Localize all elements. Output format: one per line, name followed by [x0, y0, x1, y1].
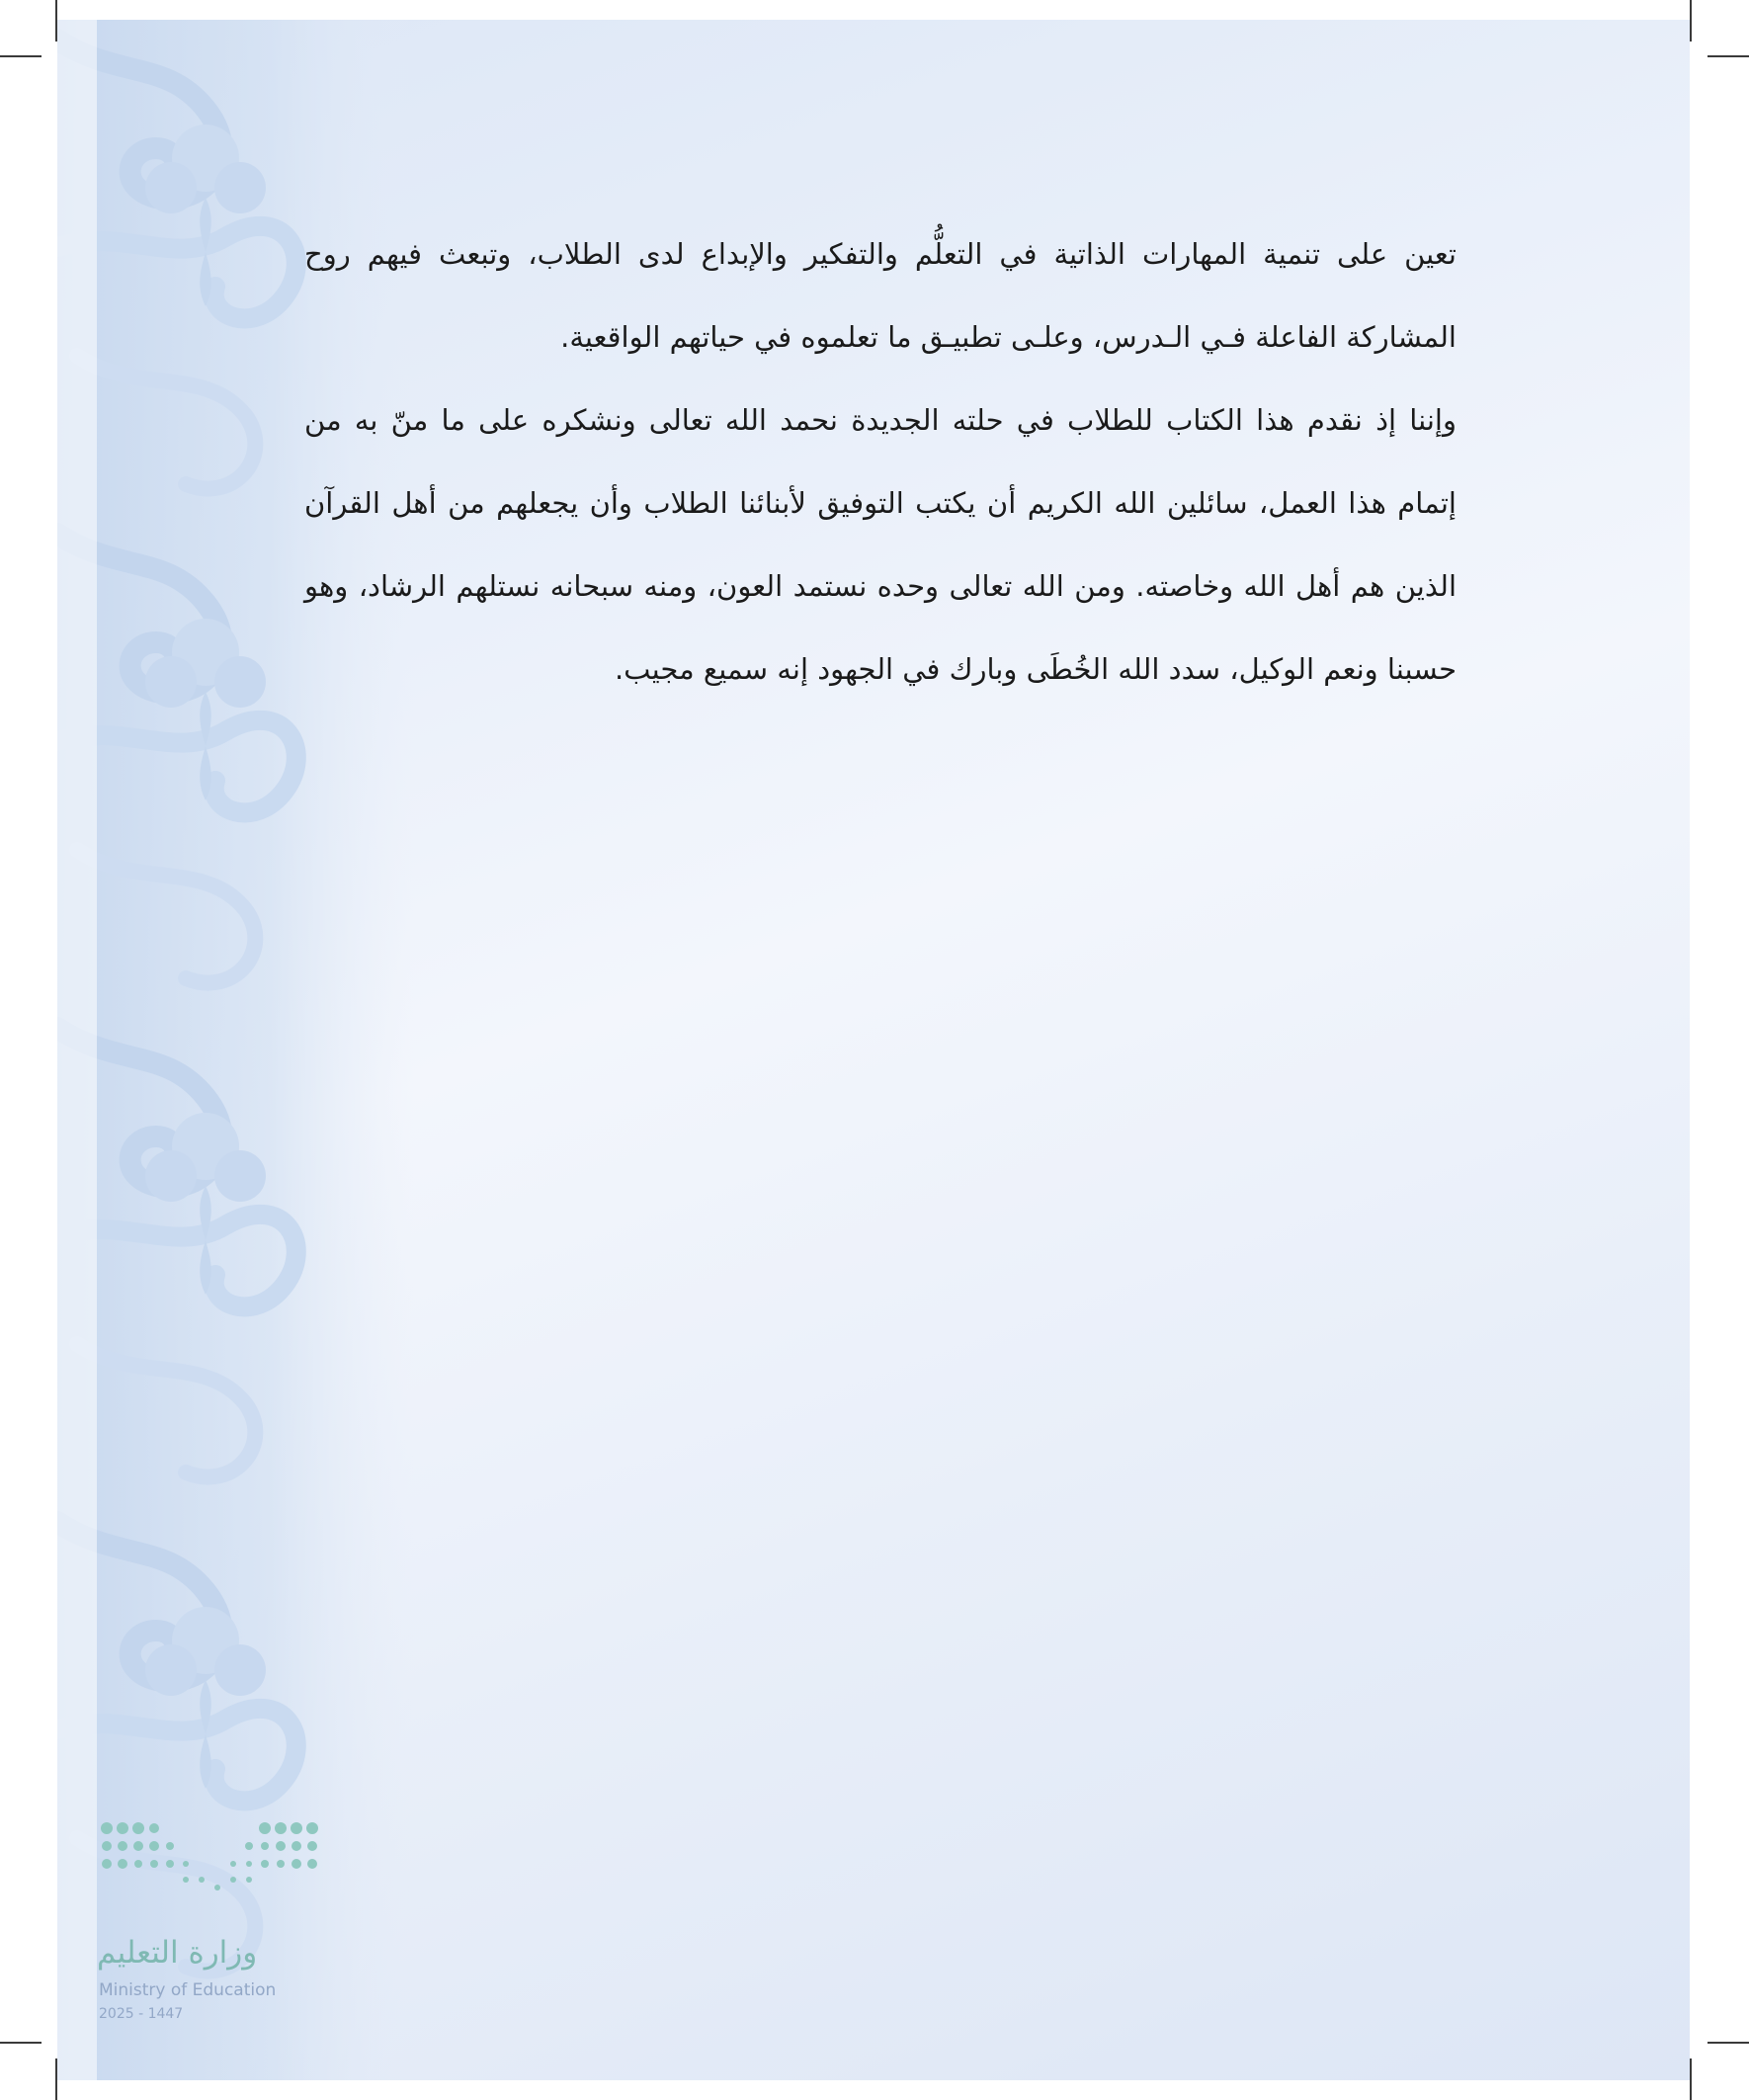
crop-mark [1690, 0, 1692, 42]
crop-mark [1707, 2042, 1749, 2044]
preface-text [304, 212, 1457, 711]
crop-mark [0, 2042, 42, 2044]
edition-year: 2025 - 1447 [99, 2006, 184, 2022]
ministry-name-arabic: وزارة التعليم [97, 1935, 258, 1971]
ministry-logo [97, 1818, 324, 2022]
crop-mark [1707, 55, 1749, 57]
paragraph: تعين على تنمية المهارات الذاتية في التعلُّم والتفكير والإبداع لدى الطلاب، وتبعث فيهم روح المشاركة الفاعلة فـي الـدرس، وعلـى تطبيـق ما تعلموه في حياتهم الواقعية. [304, 237, 1457, 354]
paragraph: وإننا إذ نقدم هذا الكتاب للطلاب في حلته الجديدة نحمد الله تعالى ونشكره على ما منّ به من إتمام هذا العمل، سائلين الله الكريم أن يكتب التوفيق لأبنائنا الطلاب وأن يجعلهم من أهل القرآن الذين هم أهل الله وخاصته. ومن الله تعالى وحده نستمد العون، ومنه سبحانه نستلهم الرشاد، وهو حسبنا ونعم الوكيل، سدد الله الخُطَى وبارك في الجهود إنه سميع مجيب. [304, 403, 1457, 686]
crop-mark [0, 55, 42, 57]
page [57, 20, 1690, 2080]
crop-mark [1690, 2058, 1692, 2100]
dots-logo-icon [97, 1818, 324, 1927]
ministry-name-english: Ministry of Education [99, 1980, 277, 2000]
